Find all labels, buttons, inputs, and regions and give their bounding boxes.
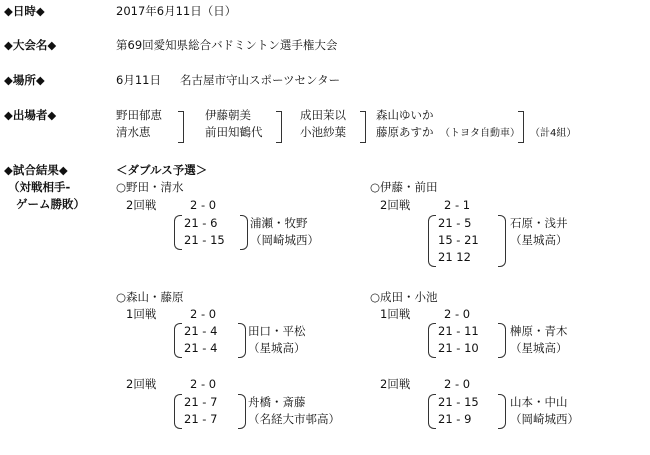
game-score: 21 12 [438,250,471,264]
round-label: 2回戦 [126,198,157,212]
right-paren [240,215,248,250]
players-label: ◆出場者◆ [4,108,57,122]
game-score: 21 - 15 [184,233,225,247]
game-score: 21 - 4 [184,341,218,355]
pair-name: ○森山・藤原 [116,290,184,304]
pair-bracket [360,111,366,143]
game-score: 21 - 4 [184,324,218,338]
opponent-team: （岡崎城西） [510,412,579,426]
player-name: 清水恵 [116,125,151,139]
player-name: 前田知鶴代 [205,125,263,139]
venue-date: 6月11日 [116,73,161,87]
match-result: 2 - 0 [190,307,217,321]
game-score: 21 - 5 [438,216,472,230]
results-sublabel: ゲーム勝敗） [16,197,85,211]
left-paren [174,323,182,358]
match-result: 2 - 1 [444,198,471,212]
match-result: 2 - 0 [444,307,471,321]
section-title: ＜ダブルス予選＞ [116,163,208,177]
right-paren [498,323,506,358]
opponent-team: （岡崎城西） [250,233,319,247]
venue-label: ◆場所◆ [4,73,45,87]
player-affiliation: （トヨタ自動車） [440,128,520,139]
opponent-names: 田口・平松 [248,324,306,338]
opponent-names: 榊原・青木 [510,324,568,338]
match-result: 2 - 0 [190,377,217,391]
pair-bracket [178,111,184,143]
opponent-names: 石原・浅井 [510,216,568,230]
right-paren [498,394,506,429]
pair-name: ○野田・清水 [116,180,184,194]
game-score: 21 - 10 [438,341,479,355]
event-value: 第69回愛知県総合バドミントン選手権大会 [116,38,338,52]
opponent-names: 舟橋・斎藤 [248,395,306,409]
pair-name: ○伊藤・前田 [370,180,438,194]
round-label: 2回戦 [126,377,157,391]
round-label: 2回戦 [380,198,411,212]
opponent-names: 浦瀬・牧野 [250,216,308,230]
pair-bracket [276,111,282,143]
match-result: 2 - 0 [444,377,471,391]
game-score: 15 - 21 [438,233,479,247]
player-name: 伊藤朝美 [205,108,251,122]
player-name: 森山ゆいか [376,108,434,122]
right-paren [498,215,506,267]
opponent-team: （名経大市邨高） [248,412,340,426]
pair-bracket [518,111,524,143]
player-name: 野田郁恵 [116,108,162,122]
right-paren [238,323,246,358]
match-result: 2 - 0 [190,198,217,212]
results-label: ◆試合結果◆ [4,163,68,177]
left-paren [428,323,436,358]
opponent-team: （星城高） [510,341,568,355]
date-value: 2017年6月11日（日） [116,4,237,18]
results-sublabel: （対戦相手- [8,180,71,194]
pairs-total: （計4組） [530,128,577,139]
event-label: ◆大会名◆ [4,38,57,52]
left-paren [174,215,182,250]
game-score: 21 - 9 [438,412,472,426]
round-label: 1回戦 [380,307,411,321]
round-label: 2回戦 [380,377,411,391]
game-score: 21 - 7 [184,395,218,409]
opponent-team: （星城高） [248,341,306,355]
right-paren [238,394,246,429]
left-paren [428,215,436,267]
left-paren [428,394,436,429]
opponent-team: （星城高） [510,233,568,247]
opponent-names: 山本・中山 [510,395,568,409]
round-label: 1回戦 [126,307,157,321]
venue-place: 名古屋市守山スポーツセンター [180,73,341,87]
date-label: ◆日時◆ [4,4,45,18]
player-name: 小池紗葉 [300,125,346,139]
player-name: 成田茉以 [300,108,346,122]
left-paren [174,394,182,429]
pair-name: ○成田・小池 [370,290,438,304]
game-score: 21 - 15 [438,395,479,409]
game-score: 21 - 6 [184,216,218,230]
game-score: 21 - 7 [184,412,218,426]
player-name: 藤原あすか [376,125,434,139]
game-score: 21 - 11 [438,324,479,338]
